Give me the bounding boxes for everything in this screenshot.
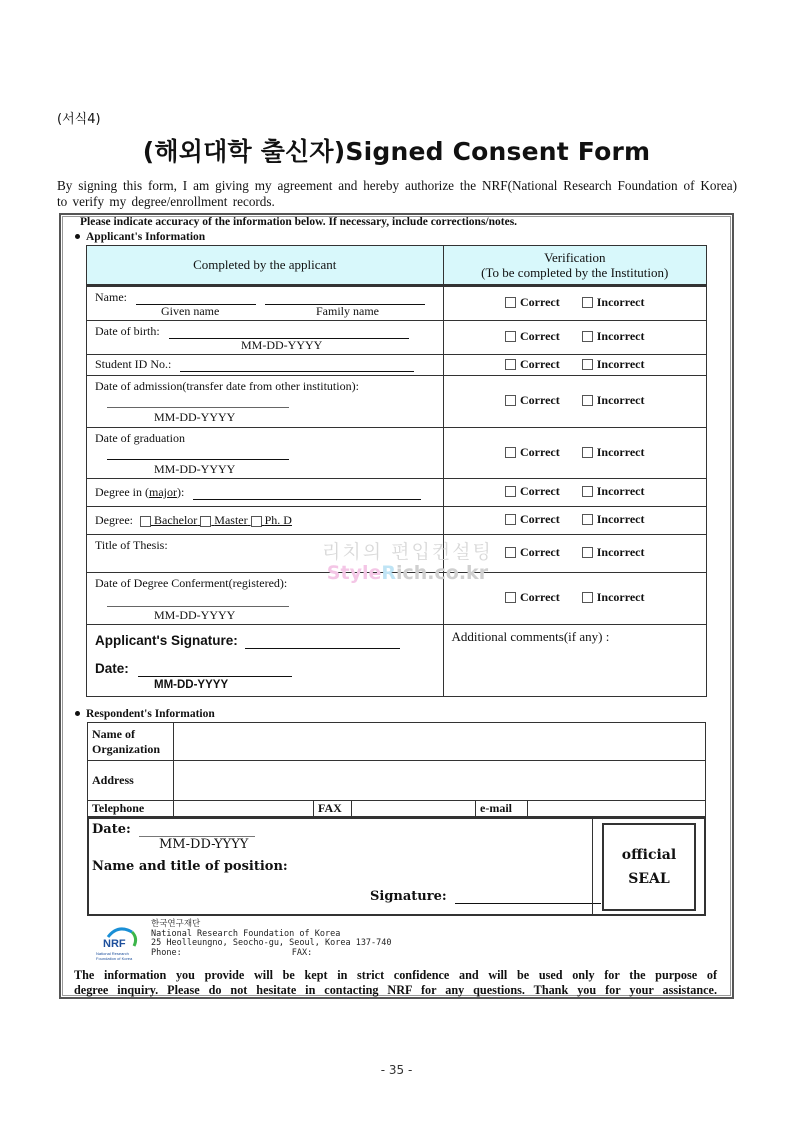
incorrect-checkbox[interactable] [582,592,593,603]
incorrect-checkbox[interactable] [582,395,593,406]
incorrect-checkbox[interactable] [582,447,593,458]
row-date-of-admission: Date of admission(transfer date from other institution): MM-DD-YYYY Correct Incorrect [87,376,707,428]
instruction-text: Please indicate accuracy of the information below. If necessary, include corrections/notes. [80,216,518,228]
nrf-logo-icon [94,922,146,962]
svg-text:Foundation of Korea: Foundation of Korea [96,956,133,961]
row-name: Name: Given name Family name Correct Incorrect [87,286,707,321]
correct-checkbox[interactable] [505,486,516,497]
verify-degree: Correct Incorrect [443,507,706,535]
incorrect-checkbox[interactable] [582,331,593,342]
incorrect-checkbox[interactable] [582,547,593,558]
row-degree-type: Degree: Bachelor Master Ph. D Correct Incorrect [87,507,707,535]
page-title: (해외대학 출신자)Signed Consent Form [142,137,651,166]
telephone-field[interactable] [174,801,314,817]
incorrect-checkbox[interactable] [582,297,593,308]
verify-dob: Correct Incorrect [443,321,706,355]
nrf-contact-block: 한국연구재단 National Research Foundation of Korea 25 Heolleungno, Seocho-gu, Seoul, Korea 137-740 Phone: FAX: [151,919,392,958]
correct-checkbox[interactable] [505,331,516,342]
applicant-date-field[interactable] [138,663,292,677]
row-degree-major: Degree in (major): Correct Incorrect [87,479,707,507]
applicant-table-header [87,246,707,286]
applicant-section-heading: Applicant's Information [75,231,205,243]
incorrect-checkbox[interactable] [582,359,593,370]
row-student-id: Student ID No.: Correct Incorrect [87,355,707,376]
correct-checkbox[interactable] [505,395,516,406]
respondent-date-field[interactable] [139,825,255,837]
page-number: - 35 - [380,1063,413,1077]
name-title-label: Name and title of position: [92,859,288,874]
svg-text:National Research: National Research [96,951,129,956]
row-address: Address [88,761,706,801]
fax-field[interactable] [352,801,476,817]
bachelor-checkbox[interactable] [140,516,151,527]
form-code: (서식4) [57,112,101,127]
applicant-table [86,245,707,697]
graduation-date-field[interactable] [107,448,289,460]
incorrect-checkbox[interactable] [582,486,593,497]
respondent-table [87,722,706,817]
verify-conferment: Correct Incorrect [443,573,706,625]
row-degree-conferment: Date of Degree Conferment(registered): MM-DD-YYYY Correct Incorrect [87,573,707,625]
respondent-signature-field[interactable] [455,892,601,904]
row-applicant-signature: Applicant's Signature: Date: MM-DD-YYYY Additional comments(if any) : [87,625,707,697]
correct-checkbox[interactable] [505,592,516,603]
intro-text: By signing this form, I am giving my agreement and hereby authorize the NRF(National Research Foundation of Korea) to verify my degree/enrollment records. [57,178,737,209]
verify-graduation: Correct Incorrect [443,428,706,479]
header-applicant: Completed by the applicant [87,246,444,286]
bullet-icon [75,234,80,239]
correct-checkbox[interactable] [505,547,516,558]
row-date-of-graduation: Date of graduation MM-DD-YYYY Correct Incorrect [87,428,707,479]
svg-text:NRF: NRF [103,938,126,950]
additional-comments-cell[interactable]: Additional comments(if any) : [443,625,706,697]
confidentiality-note: The information you provide will be kept in strict confidence and will be used only for the purpose of degree inquiry. Please do not hesitate in contacting NRF for any questions. Thank you for your assistance. [74,968,717,997]
phd-checkbox[interactable] [251,516,262,527]
verify-student-id: Correct Incorrect [443,355,706,376]
student-id-field[interactable] [180,360,414,372]
correct-checkbox[interactable] [505,359,516,370]
respondent-section-heading: Respondent's Information [75,708,215,720]
applicant-signature-field[interactable] [245,635,400,649]
row-contact: Telephone FAX e-mail [88,801,706,817]
correct-checkbox[interactable] [505,514,516,525]
major-field[interactable] [193,488,421,500]
header-verification: Verification (To be completed by the Institution) [443,246,706,286]
verify-major: Correct Incorrect [443,479,706,507]
verify-thesis: Correct Incorrect [443,535,706,573]
organization-field[interactable] [174,723,706,761]
conferment-date-field[interactable] [107,595,289,607]
master-checkbox[interactable] [200,516,211,527]
verify-admission: Correct Incorrect [443,376,706,428]
admission-date-field[interactable] [107,396,289,408]
email-field[interactable] [528,801,706,817]
verify-name: Correct Incorrect [443,286,706,321]
respondent-signature-box: Date: MM-DD-YYYY Name and title of position: Signature: official SEAL [87,816,706,916]
row-organization: Name of Organization [88,723,706,761]
address-field[interactable] [174,761,706,801]
correct-checkbox[interactable] [505,297,516,308]
row-date-of-birth: Date of birth: MM-DD-YYYY Correct Incorrect [87,321,707,355]
official-seal-box: official SEAL [602,823,696,911]
watermark: 리치의 편입컨설팅 StyleRich.co.kr [322,541,493,584]
incorrect-checkbox[interactable] [582,514,593,525]
bullet-icon [75,711,80,716]
correct-checkbox[interactable] [505,447,516,458]
row-thesis-title: Title of Thesis: Correct Incorrect [87,535,707,573]
